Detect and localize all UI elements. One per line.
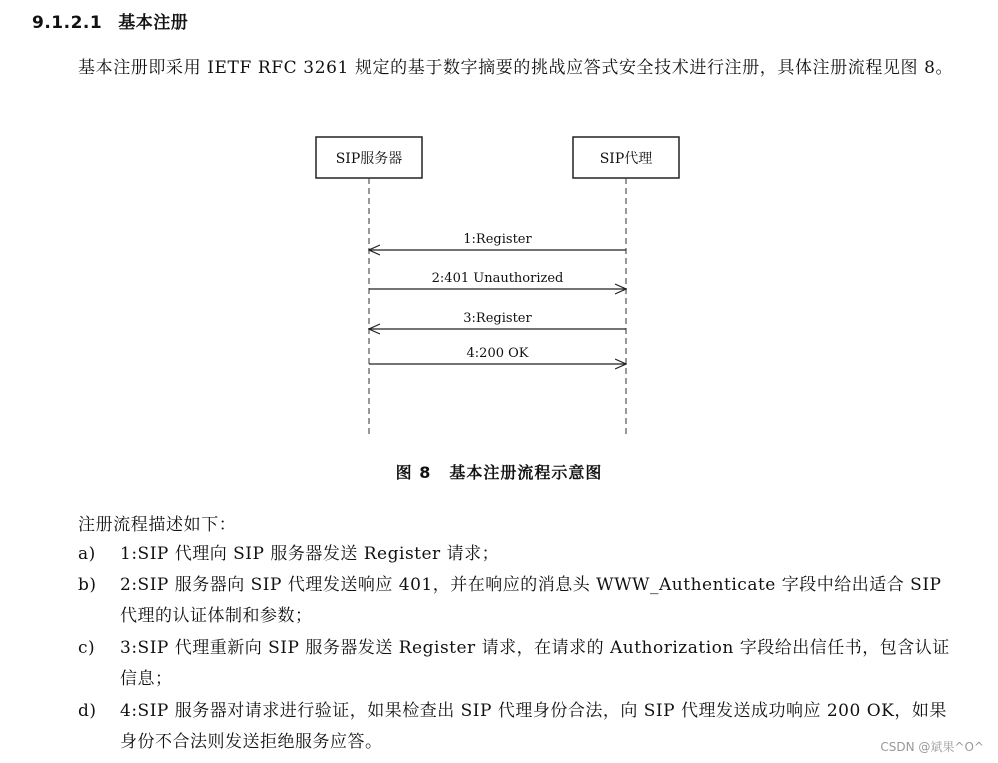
figure-caption bbox=[0, 460, 998, 483]
step-marker: c) bbox=[78, 638, 96, 658]
messages bbox=[369, 232, 626, 364]
watermark: CSDN @斌果^O^ bbox=[880, 740, 984, 754]
participant-label-server: SIP服务器 bbox=[335, 151, 403, 167]
intro-paragraph: 基本注册即采用 IETF RFC 3261 规定的基于数字摘要的挑战应答式安全技术进行注册，具体注册流程见图 8。 bbox=[78, 58, 954, 78]
step-marker: b) bbox=[78, 575, 97, 595]
step-marker: d) bbox=[78, 701, 97, 721]
message-label-2: 2:401 Unauthorized bbox=[431, 271, 564, 286]
section-number: 9.1.2.1 bbox=[32, 13, 103, 33]
step-text: 3:SIP 代理重新向 SIP 服务器发送 Register 请求，在请求的 Authorization 字段给出信任书，包含认证信息； bbox=[120, 638, 950, 689]
step-item-b bbox=[78, 570, 958, 632]
participant-label-agent: SIP代理 bbox=[599, 151, 653, 167]
figure-number: 图 8 bbox=[395, 463, 432, 482]
message-label-1: 1:Register bbox=[463, 232, 532, 247]
steps-intro: 注册流程描述如下： bbox=[78, 515, 237, 535]
step-text: 1:SIP 代理向 SIP 服务器发送 Register 请求； bbox=[120, 544, 500, 564]
step-item-c bbox=[78, 633, 958, 695]
participant-sip-server bbox=[316, 137, 422, 178]
message-label-3: 3:Register bbox=[463, 311, 532, 326]
step-text: 4:SIP 服务器对请求进行验证，如果检查出 SIP 代理身份合法，向 SIP 代理发送成功响应 200 OK，如果身份不合法则发送拒绝服务应答。 bbox=[120, 701, 947, 752]
figure-title: 基本注册流程示意图 bbox=[449, 463, 603, 482]
step-marker: a) bbox=[78, 544, 96, 564]
participant-sip-agent bbox=[573, 137, 679, 178]
section-heading bbox=[32, 8, 188, 33]
section-title: 基本注册 bbox=[118, 13, 189, 33]
step-item-d bbox=[78, 696, 958, 758]
sequence-diagram bbox=[0, 130, 998, 450]
step-item-a bbox=[78, 539, 958, 570]
message-label-4: 4:200 OK bbox=[466, 346, 529, 361]
step-text: 2:SIP 服务器向 SIP 代理发送响应 401，并在响应的消息头 WWW_Authenticate 字段中给出适合 SIP 代理的认证体制和参数； bbox=[120, 575, 942, 626]
